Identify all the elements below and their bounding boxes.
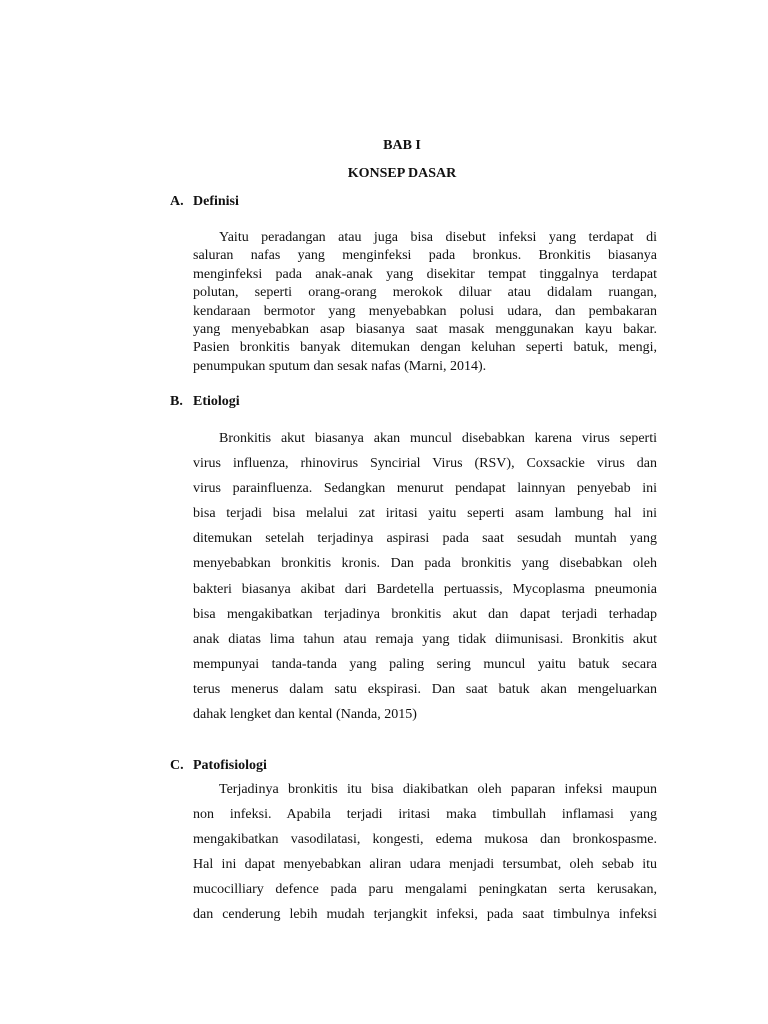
text-line: kendaraan bermotor yang menyebabkan polusi udara, dan pembakaran xyxy=(193,303,657,319)
text-line: Hal ini dapat menyebabkan aliran udara menjadi tersumbat, oleh sebab itu xyxy=(193,857,657,873)
paragraph-etiologi xyxy=(193,426,657,727)
text-line: mengakibatkan vasodilatasi, kongesti, edema mukosa dan bronkospasme. xyxy=(193,832,657,848)
text-line: Bronkitis akut biasanya akan muncul disebabkan karena virus seperti xyxy=(219,431,657,446)
text-line: bakteri biasanya akibat dari Bardetella pertuassis, Mycoplasma pneumonia xyxy=(193,581,657,597)
section-heading-etiologi xyxy=(170,393,240,411)
text-line: Pasien bronkitis banyak ditemukan dengan keluhan seperti batuk, mengi, xyxy=(193,340,657,356)
text-line: polutan, seperti orang-orang merokok diluar atau didalam ruangan, xyxy=(193,285,657,301)
section-marker: A. xyxy=(170,194,184,209)
text-line: dan cenderung lebih mudah terjangkit infeksi, pada saat timbulnya infeksi xyxy=(193,907,657,923)
text-line: mucocilliary defence pada paru mengalami peningkatan serta kerusakan, xyxy=(193,882,657,898)
text-line: virus influenza, rhinovirus Syncirial Virus (RSV), Coxsackie virus dan xyxy=(193,456,657,472)
paragraph-patofisiologi xyxy=(193,777,657,928)
section-title: Patofisiologi xyxy=(193,758,267,773)
chapter-title: KONSEP DASAR xyxy=(347,166,457,181)
section-marker: B. xyxy=(170,394,183,409)
section-heading-definisi xyxy=(170,193,239,211)
text-line: menyebabkan bronkitis kronis. Dan pada bronkitis yang disebabkan oleh xyxy=(193,556,657,572)
text-line: anak diatas lima tahun atau remaja yang tidak diimunisasi. Bronkitis akut xyxy=(193,631,657,647)
text-line: dahak lengket dan kental (Nanda, 2015) xyxy=(193,707,417,723)
text-line: terus menerus dalam satu ekspirasi. Dan saat batuk akan mengeluarkan xyxy=(193,681,657,697)
text-line: Terjadinya bronkitis itu bisa diakibatkan oleh paparan infeksi maupun xyxy=(219,782,657,797)
text-line: Yaitu peradangan atau juga bisa disebut infeksi yang terdapat di xyxy=(219,230,657,245)
text-line: yang menyebabkan asap biasanya saat masak menggunakan kayu bakar. xyxy=(193,321,657,337)
section-heading-patofisiologi xyxy=(170,757,267,775)
section-marker: C. xyxy=(170,758,184,773)
text-line: saluran nafas yang menginfeksi pada bronkus. Bronkitis biasanya xyxy=(193,248,657,264)
section-title: Definisi xyxy=(193,194,239,209)
text-line: ditemukan setelah terjadinya aspirasi pada saat sesudah muntah yang xyxy=(193,531,657,547)
text-line: bisa terjadi bisa melalui zat iritasi yaitu seperti asam lambung hal ini xyxy=(193,506,657,522)
section-title: Etiologi xyxy=(193,394,240,409)
chapter-number: BAB I xyxy=(383,138,421,153)
paragraph-definisi xyxy=(193,229,657,376)
text-line: mempunyai tanda-tanda yang paling sering muncul yaitu batuk secara xyxy=(193,656,657,672)
text-line: virus parainfluenza. Sedangkan menurut pendapat lainnyan penyebab ini xyxy=(193,481,657,497)
text-line: menginfeksi pada anak-anak yang disekitar tempat tinggalnya terdapat xyxy=(193,266,657,282)
text-line: penumpukan sputum dan sesak nafas (Marni, 2014). xyxy=(193,358,487,374)
text-line: non infeksi. Apabila terjadi iritasi maka timbullah inflamasi yang xyxy=(193,807,657,823)
text-line: bisa mengakibatkan terjadinya bronkitis akut dan dapat terjadi terhadap xyxy=(193,606,657,622)
